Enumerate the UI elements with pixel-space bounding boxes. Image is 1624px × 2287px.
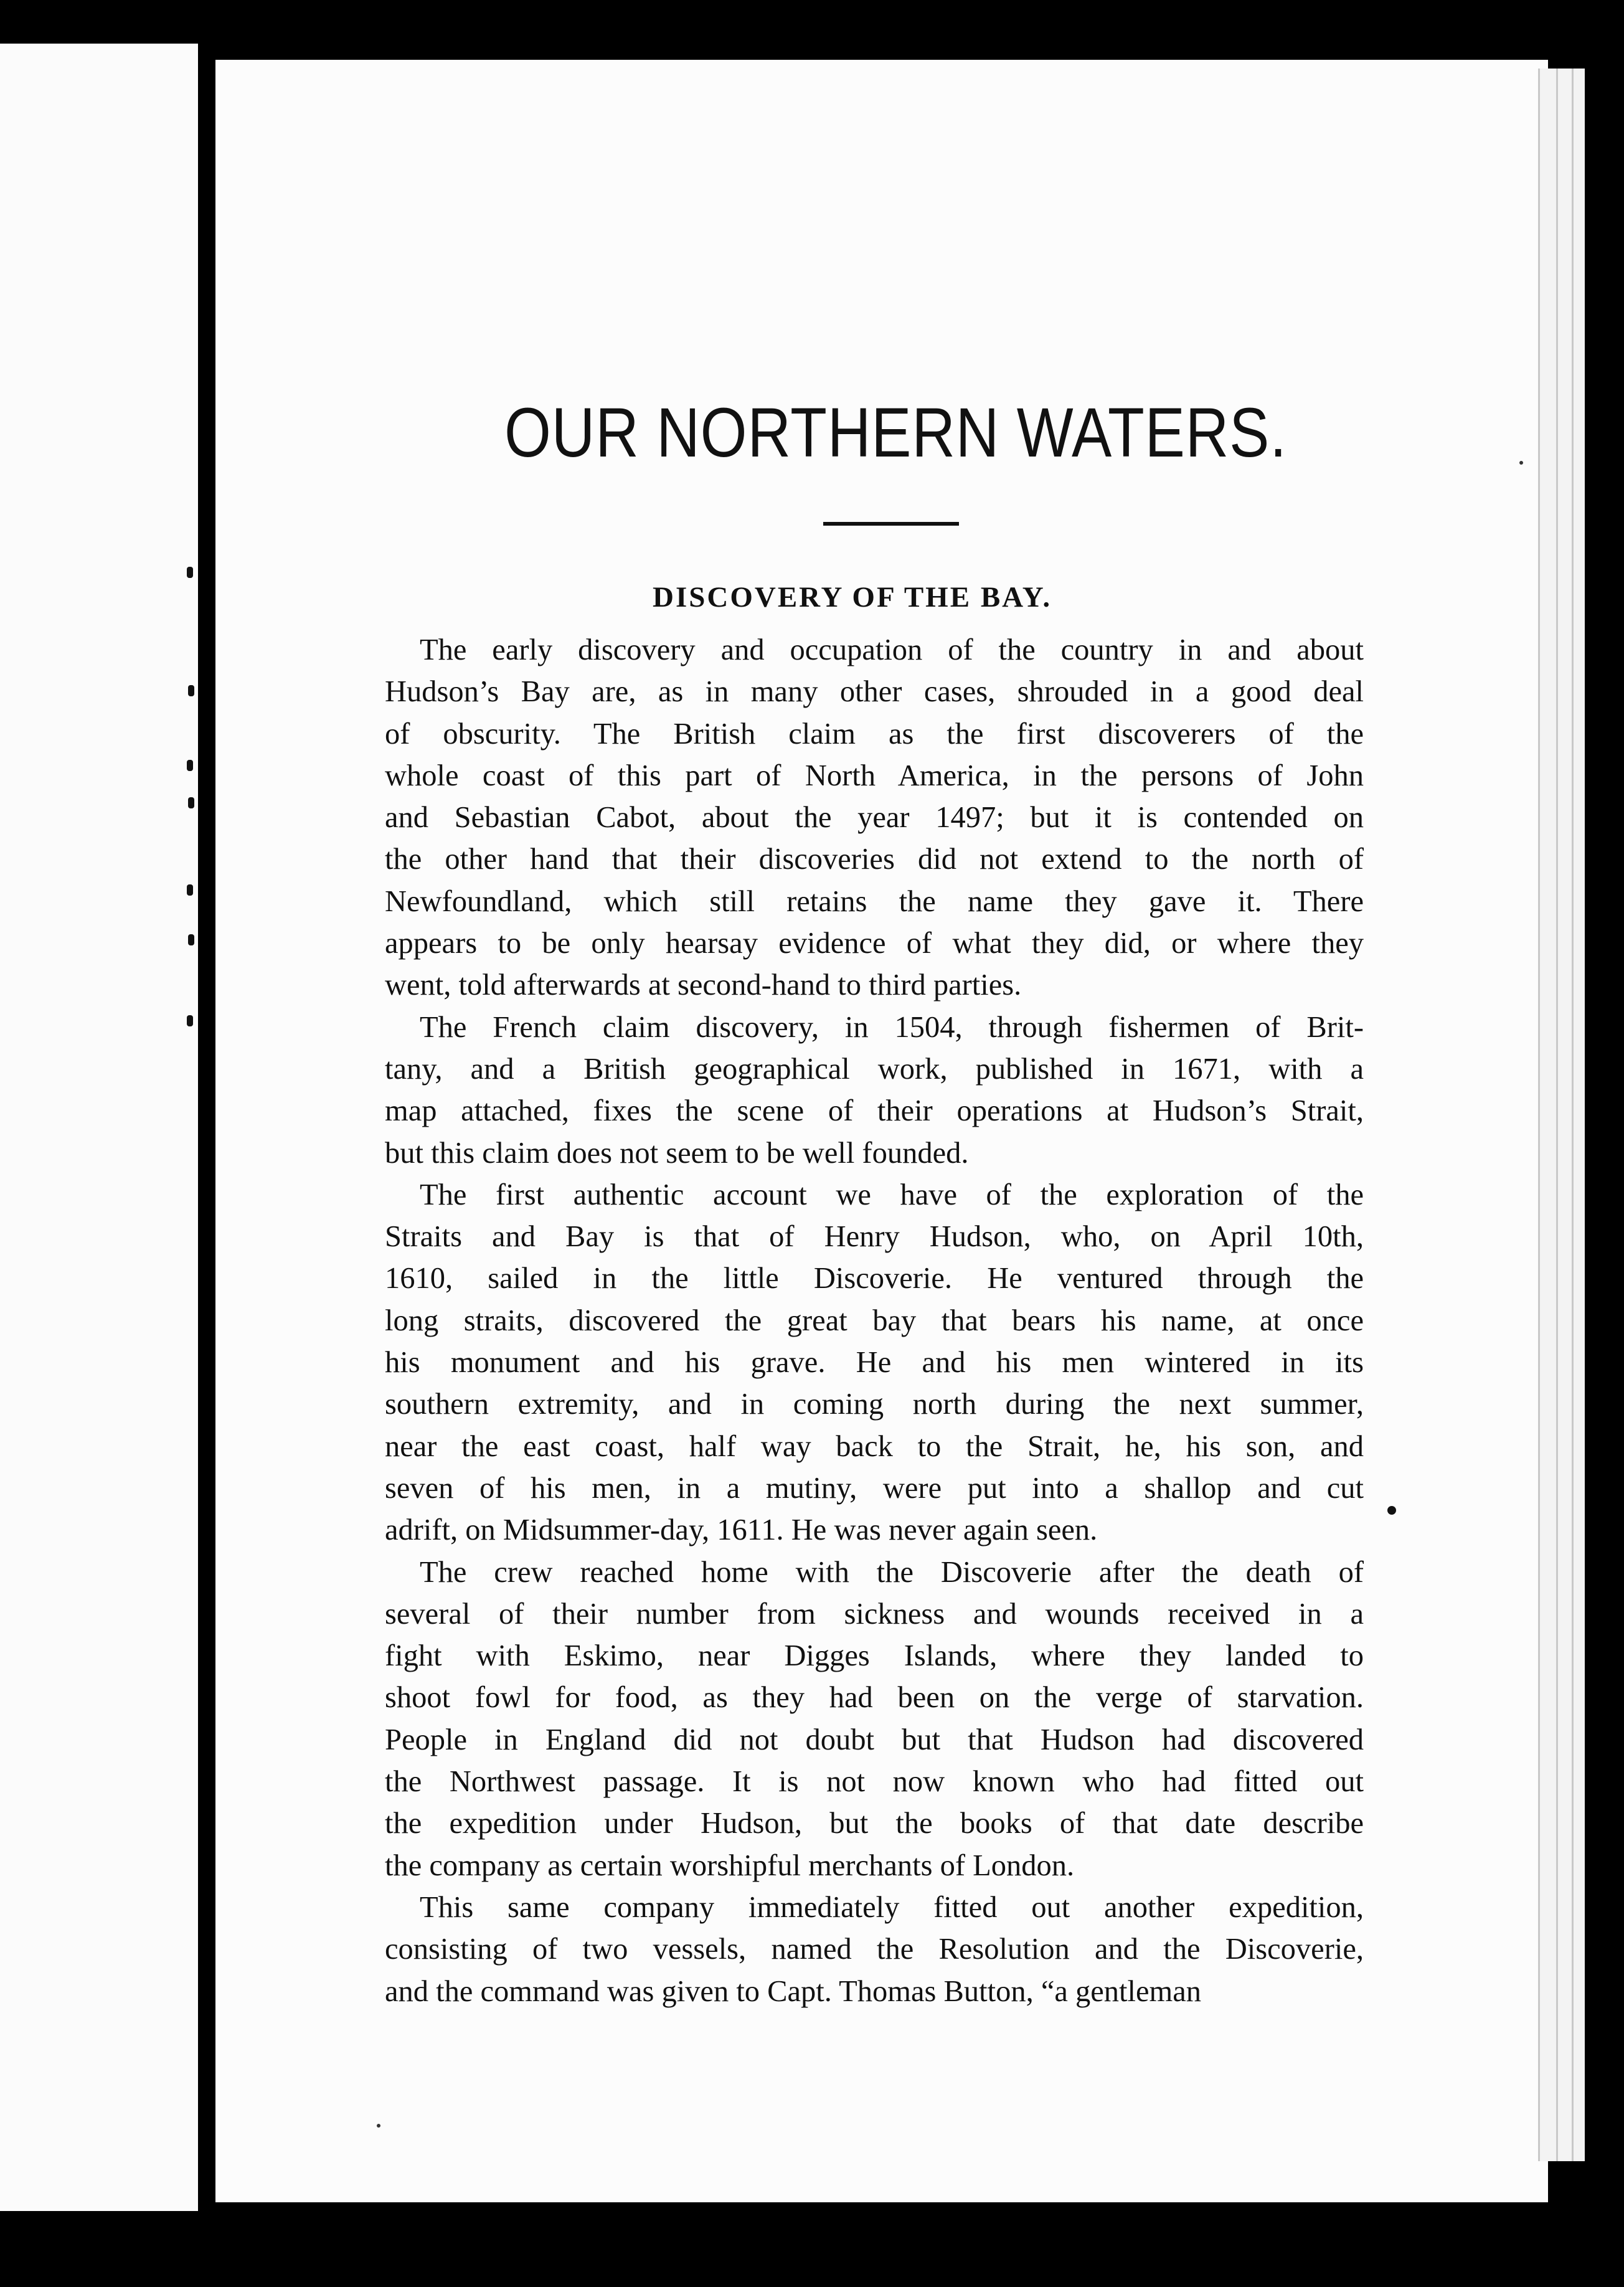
text-line: but this claim does not seem to be well founded. — [385, 1136, 969, 1170]
margin-speck — [187, 760, 193, 771]
text-line: Hudson’s Bay are, as in many other cases, shrouded in a good deal — [385, 675, 1364, 709]
text-line: went, told afterwards at second-hand to third parties. — [385, 968, 1022, 1002]
text-line: This same company immediately fitted out another expedition, — [420, 1890, 1364, 1924]
text-line: map attached, fixes the scene of their operations at Hudson’s Strait, — [385, 1094, 1364, 1128]
title-divider — [823, 522, 959, 526]
margin-speck — [188, 797, 194, 808]
page-edge — [1556, 69, 1572, 2161]
text-line: The French claim discovery, in 1504, through fishermen of Brit- — [420, 1010, 1364, 1044]
page-edge — [1572, 69, 1585, 2161]
text-line: The early discovery and occupation of the country in and about — [420, 633, 1364, 666]
text-line: fight with Eskimo, near Digges Islands, where they landed to — [385, 1639, 1364, 1673]
section-heading: DISCOVERY OF THE BAY. — [653, 581, 1052, 613]
paragraph — [385, 1174, 1364, 1551]
text-line: whole coast of this part of North America, in the persons of John — [385, 759, 1364, 792]
margin-speck — [187, 884, 193, 896]
text-line: seven of his men, in a mutiny, were put into a shallop and cut — [385, 1471, 1364, 1505]
text-line: of obscurity. The British claim as the first discoverers of the — [385, 717, 1364, 750]
paragraph — [385, 1887, 1364, 2012]
text-line: the company as certain worshipful merchants of London. — [385, 1849, 1075, 1882]
paragraph — [385, 1006, 1364, 1174]
margin-speck — [188, 685, 194, 696]
margin-speck — [187, 1015, 193, 1026]
text-line: Straits and Bay is that of Henry Hudson, who, on April 10th, — [385, 1220, 1364, 1254]
text-line: and the command was given to Capt. Thomas Button, “a gentleman — [385, 1974, 1202, 2008]
text-line: shoot fowl for food, as they had been on the verge of starvation. — [385, 1681, 1364, 1715]
text-line: the other hand that their discoveries did not extend to the north of — [385, 843, 1364, 876]
text-line: 1610, sailed in the little Discoverie. He ventured through the — [385, 1262, 1364, 1295]
margin-speck — [187, 567, 193, 578]
text-line: appears to be only hearsay evidence of what they did, or where they — [385, 927, 1364, 960]
text-line: his monument and his grave. He and his men wintered in its — [385, 1346, 1364, 1380]
text-line: adrift, on Midsummer-day, 1611. He was never again seen. — [385, 1513, 1098, 1547]
text-line: tany, and a British geographical work, published in 1671, with a — [385, 1052, 1364, 1086]
margin-speck — [188, 934, 194, 945]
margin-speck — [377, 2124, 380, 2128]
text-line: near the east coast, half way back to the Strait, he, his son, and — [385, 1429, 1364, 1463]
text-line: southern extremity, and in coming north during the next summer, — [385, 1388, 1364, 1421]
text-line: several of their number from sickness and wounds received in a — [385, 1597, 1364, 1631]
text-line: The crew reached home with the Discoverie after the death of — [420, 1555, 1364, 1589]
text-line: People in England did not doubt but that Hudson had discovered — [385, 1723, 1364, 1756]
text-line: The first authentic account we have of the exploration of the — [420, 1178, 1364, 1211]
paragraph — [385, 629, 1364, 1006]
text-line: and Sebastian Cabot, about the year 1497; but it is contended on — [385, 801, 1364, 835]
text-line: the Northwest passage. It is not now known who had fitted out — [385, 1765, 1364, 1799]
text-line: the expedition under Hudson, but the books of that date describe — [385, 1807, 1364, 1840]
page-title: OUR NORTHERN WATERS. — [504, 394, 1287, 471]
text-line: consisting of two vessels, named the Resolution and the Discoverie, — [385, 1933, 1364, 1966]
margin-speck — [1519, 461, 1523, 465]
paragraph — [385, 1551, 1364, 1887]
text-line: long straits, discovered the great bay that bears his name, at once — [385, 1304, 1364, 1337]
text-line: Newfoundland, which still retains the name they gave it. There — [385, 884, 1364, 918]
body-text — [385, 629, 1364, 2012]
page-edge — [1538, 69, 1556, 2161]
previous-page-edge — [0, 44, 198, 2211]
margin-speck — [1387, 1506, 1396, 1515]
